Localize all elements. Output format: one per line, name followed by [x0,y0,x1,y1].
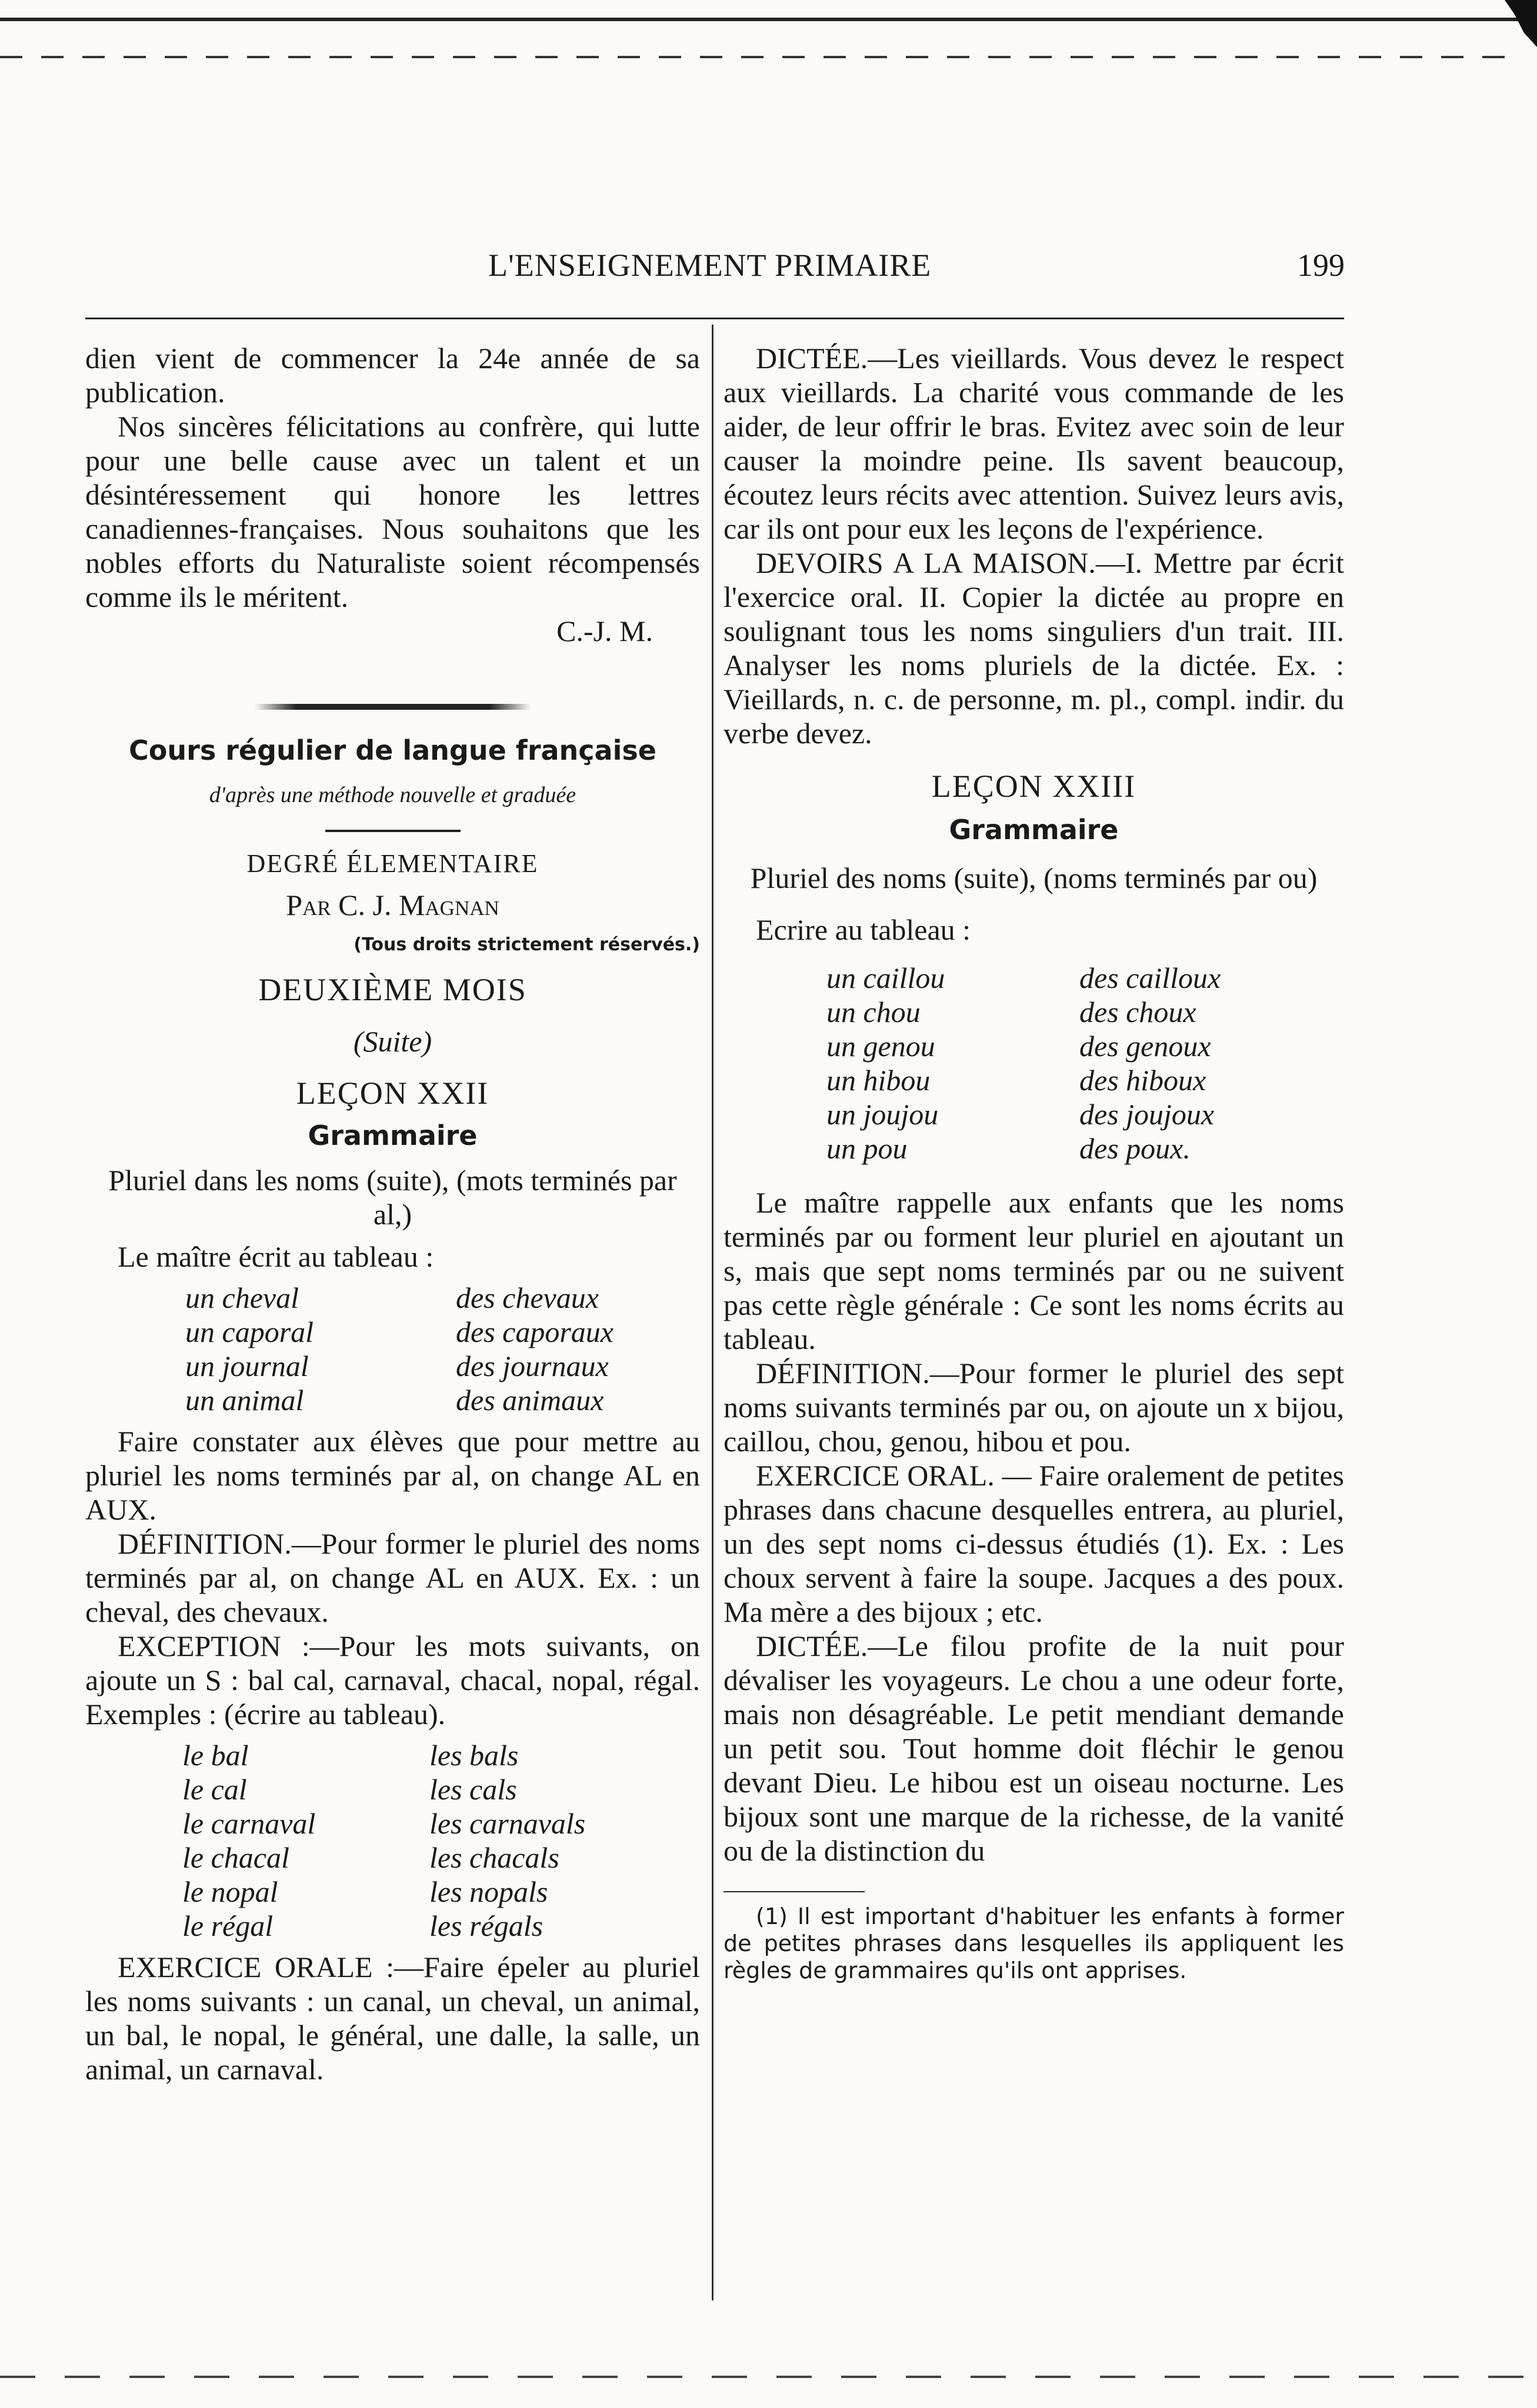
word-plural: des poux. [1079,1132,1191,1165]
scan-top-noise [0,56,1506,58]
paragraph-exercice: EXERCICE ORALE :—Faire épeler au pluriel les noms suivants : un canal, un cheval, un animal, un bal, le nopal, le général, une dalle, la salle, un animal, un carnaval. [85,1951,700,2086]
word-singular: un animal [185,1384,304,1417]
footnote-rule [724,1891,865,1892]
table-row [185,1349,614,1383]
paragraph-rappelle: Le maître rappelle aux enfants que les noms terminés par ou forment leur pluriel en ajoutant un s, mais que sept noms terminés par ou ne suivent pas cette règle générale : Ce sont les noms écrits au tableau. [724,1186,1344,1355]
course-title: Cours régulier de langue française [129,734,656,766]
table-row [826,1029,1221,1063]
lesson-title: LEÇON XXIII [931,769,1136,804]
word-plural: des caporaux [456,1315,614,1348]
word-singular: le cal [182,1773,247,1806]
scan-bottom-edge [0,2376,1537,2378]
word-table-al [185,1281,614,1417]
running-head: L'ENSEIGNEMENT PRIMAIRE [488,248,932,283]
word-singular: un genou [826,1030,935,1063]
word-singular: un joujou [826,1098,939,1131]
table-row [826,1097,1221,1131]
column-divider [712,325,714,2300]
degree-heading: DEGRÉ ÉLEMENTAIRE [246,849,539,878]
word-plural: les carnavals [429,1807,586,1840]
board-intro: Le maître écrit au tableau : [118,1240,434,1273]
word-plural: les bals [429,1739,519,1772]
board-intro: Ecrire au tableau : [756,913,971,946]
month-title: DEUXIÈME MOIS [258,972,527,1007]
word-plural: des hiboux [1079,1064,1206,1097]
left-column [85,341,700,2086]
word-plural: des journaux [456,1350,609,1382]
word-plural: les nopals [429,1875,548,1908]
word-singular: un cheval [185,1281,299,1314]
rights-notice: (Tous droits strictement réservés.) [354,934,700,955]
lesson-title: LEÇON XXII [296,1076,489,1111]
table-row [182,1909,585,1943]
word-plural: les régals [429,1909,544,1942]
ornament-rule [255,704,531,710]
word-singular: le nopal [182,1875,278,1908]
scan-top-edge [0,18,1537,21]
paragraph-definition: DÉFINITION.—Pour former le pluriel des noms terminés par al, on change AL en AUX. Ex. : un cheval, des chevaux. [85,1527,700,1628]
table-row [185,1315,614,1349]
word-plural: les cals [429,1773,517,1806]
word-table-ou [826,961,1221,1165]
word-plural: des chevaux [456,1281,599,1314]
word-table-exceptions [182,1738,585,1943]
author-line: Par C. J. Magnan [286,889,499,921]
word-plural: des choux [1079,996,1196,1028]
table-row [182,1772,585,1806]
footnote: (1) Il est important d'habituer les enfants à former de petites phrases dans lesquelles ils appliquent les règles de grammaires qu'ils ont apprises. [724,1903,1344,1983]
lesson-topic: Pluriel dans les noms (suite), (mots terminés par al,) [108,1164,677,1231]
scan-corner-mark [1505,0,1537,47]
word-singular: le carnaval [182,1807,316,1840]
signature: C.-J. M. [556,614,653,647]
table-row [182,1738,585,1772]
word-singular: le chacal [182,1841,289,1874]
word-singular: un caporal [185,1315,314,1348]
paragraph-constater: Faire constater aux élèves que pour mettre au pluriel les noms terminés par al, on change AL en AUX. [85,1425,700,1526]
paragraph-exception: EXCEPTION :—Pour les mots suivants, on ajoute un S : bal cal, carnaval, chacal, nopal, régal. Exemples : (écrire au tableau). [85,1629,700,1731]
paragraph-dictee-vieillards: DICTÉE.—Les vieillards. Vous devez le respect aux vieillards. La charité vous commande de les aider, de leur offrir le bras. Evitez avec soin de leur causer la moindre peine. Ils savent beaucoup, écoutez leurs récits avec attention. Suivez leurs avis, car ils ont pour eux les leçons de l'expérience. [724,342,1344,545]
paragraph-exercice-oral: EXERCICE ORAL. — Faire oralement de petites phrases dans chacune desquelles entrera, au pluriel, un des sept noms ci-dessus étudiés (1). Ex. : Les choux servent à faire la soupe. Jacques a des poux. Ma mère a des bijoux ; etc. [724,1459,1344,1628]
table-row [185,1281,614,1315]
word-singular: un caillou [826,961,945,994]
table-row [182,1841,585,1875]
word-plural: des joujoux [1079,1098,1215,1131]
paragraph-felicitations: Nos sincères félicitations au confrère, qui lutte pour une belle cause avec un talent et un désintéressement qui honore les lettres canadiennes-françaises. Nous souhaitons que les nobles efforts du Naturaliste soient récompensés comme ils le méritent. [85,410,700,613]
paragraph-dictee-filou: DICTÉE.—Le filou profite de la nuit pour dévaliser les voyageurs. Le chou a une odeur forte, mais non désagréable. Le petit mendiant demande un petit sou. Tout homme doit fléchir le genou devant Dieu. Le hibou est un oiseau nocturne. Les bijoux sont une marque de la richesse, de la vanité ou de la distinction du [724,1629,1344,1867]
table-row [826,1131,1221,1165]
paragraph-definition: DÉFINITION.—Pour former le pluriel des sept noms suivants terminés par ou, on ajoute un x bijou, caillou, chou, genou, hibou et pou. [724,1357,1344,1458]
grammar-heading: Grammaire [949,814,1119,846]
suite-label: (Suite) [353,1025,432,1058]
table-row [826,961,1221,995]
table-row [826,995,1221,1029]
word-singular: un journal [185,1350,309,1382]
right-column [724,341,1344,1984]
word-plural: des cailloux [1079,961,1221,994]
paragraph-continuation: dien vient de commencer la 24e année de sa publication. [85,342,700,409]
table-row [182,1806,585,1841]
table-row [182,1875,585,1909]
page-number: 199 [1297,248,1345,283]
word-singular: le régal [182,1909,274,1942]
word-plural: des genoux [1079,1030,1211,1063]
word-singular: un chou [826,996,921,1028]
short-rule [325,830,461,832]
word-plural: les chacals [429,1841,559,1874]
course-subtitle: d'après une méthode nouvelle et graduée [209,783,576,807]
lesson-topic: Pluriel des noms (suite), (noms terminés par ou) [750,861,1318,894]
header-rule [85,318,1344,319]
table-row [826,1063,1221,1097]
table-row [185,1383,614,1417]
word-singular: le bal [182,1739,249,1772]
word-singular: un hibou [826,1064,931,1097]
grammar-heading: Grammaire [308,1120,478,1151]
paragraph-devoirs: DEVOIRS A LA MAISON.—I. Mettre par écrit l'exercice oral. II. Copier la dictée au propre en soulignant tous les noms singuliers d'un trait. III. Analyser les noms pluriels de la dictée. Ex. : Vieillards, n. c. de personne, m. pl., compl. indir. du verbe devez. [724,546,1344,750]
word-plural: des animaux [456,1384,604,1417]
word-singular: un pou [826,1132,908,1165]
